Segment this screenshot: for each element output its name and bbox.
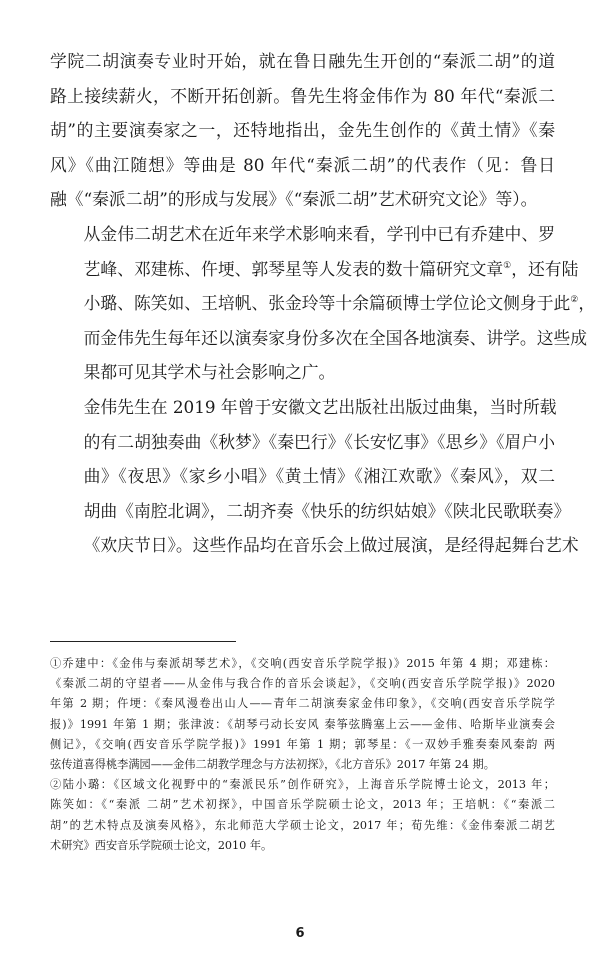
footnote-line: 年第 2 期；仵埂：《秦风漫卷出山人——青年二胡演奏家金伟印象》，《交响(西安音乐学院学 [50,697,555,711]
footnotes [50,654,555,856]
text-line [50,286,596,321]
text-line: 《欢庆节日》。这些作品均在音乐会上做过展演，是经得起舞台艺术 [83,535,579,556]
text-line: 风》《曲江随想》等曲是 80 年代“秦派二胡”的代表作（见：鲁日 [50,154,555,175]
text-line: 学院二胡演奏专业时开始，就在鲁日融先生开创的“秦派二胡”的道 [50,51,555,71]
text-line: 曲》《夜思》《家乡小唱》《黄土情》《湘江欢歌》《秦风》，双二 [83,466,555,487]
line-text: 艺峰、邓建栋、仵埂、郭琴星等人发表的数十篇研究文章 [83,258,504,279]
footnote-1 [50,654,555,775]
footnote-line: 弦传道喜得桃李满园——金伟二胡教学理念与方法初探》，《北方音乐》2017 年第 24 期。 [50,758,495,772]
footnote-line: ①乔建中：《金伟与秦派胡琴艺术》，《交响(西安音乐学院学报)》2015 年第 4 期；邓建栋： [50,657,555,670]
footnote-line: ②陆小璐：《区域文化视野中的“秦派民乐”创作研究》，上海音乐学院博士论文，2013 年； [50,778,555,792]
footnote-ref-1: ① [503,260,512,271]
paragraph-2 [50,217,596,390]
line-tail: ，还有陆 [511,258,579,279]
line-text: 小璐、陈笑如、王培帆、张金玲等十余篇硕博士学位论文侧身于此 [83,293,571,314]
paragraph-3 [50,390,579,563]
text-line: 金伟先生在 2019 年曾于安徽文艺出版社出版过曲集，当时所载 [83,396,557,417]
text-line: 路上接续薪火，不断开拓创新。鲁先生将金伟作为 80 年代“秦派二 [50,85,555,106]
text-line: 胡曲《南腔北调》，二胡齐奏《快乐的纺织姑娘》《陕北民歌联奏》 [83,500,571,521]
footnote-line: 陈笑如：《“秦派 二胡”艺术初探》，中国音乐学院硕士论文，2013 年；王培帆：《“秦派二 [50,798,555,812]
paragraph-1 [50,44,555,217]
text-line [50,252,579,287]
footnote-line: 《秦派二胡的守望者——从金伟与我合作的音乐会谈起》，《交响(西安音乐学院学报)》2020 [50,677,555,691]
text-line: 果都可见其学术与社会影响之广。 [83,362,336,383]
footnote-divider [50,641,236,642]
body-text [50,44,596,563]
footnote-ref-2: ② [570,295,579,306]
text-line: 而金伟先生每年还以演奏家身份多次在全国各地演奏、讲学。这些成 [83,327,588,348]
footnote-line: 术研究》西安音乐学院硕士论文，2010 年。 [50,838,273,852]
text-line: 胡”的主要演奏家之一，还特地指出，金先生创作的《黄土情》《秦 [50,120,555,141]
text-line: 的有二胡独奏曲《秋梦》《秦巴行》《长安忆事》《思乡》《眉户小 [83,431,555,452]
text-line: 融《“秦派二胡”的形成与发展》《“秦派二胡”艺术研究文论》等）。 [50,189,538,210]
footnote-2 [50,775,555,856]
line-tail: ， [578,293,596,314]
page-number: 6 [295,926,305,941]
footnote-line: 报)》1991 年第 1 期；张津波：《胡琴弓动长安风 秦筝弦腾塞上云——金伟、哈斯毕业演奏会 [50,717,555,731]
footnote-line: 侧记》，《交响(西安音乐学院学报)》1991 年第 1 期；郭琴星：《一双妙手雅奏秦风秦韵 两 [50,737,555,751]
text-line: 从金伟二胡艺术在近年来学术影响来看，学刊中已有乔建中、罗 [83,223,555,244]
footnote-line: 胡”的艺术特点及演奏风格》，东北师范大学硕士论文，2017 年；荀先维：《金伟秦派二胡艺 [50,818,555,832]
